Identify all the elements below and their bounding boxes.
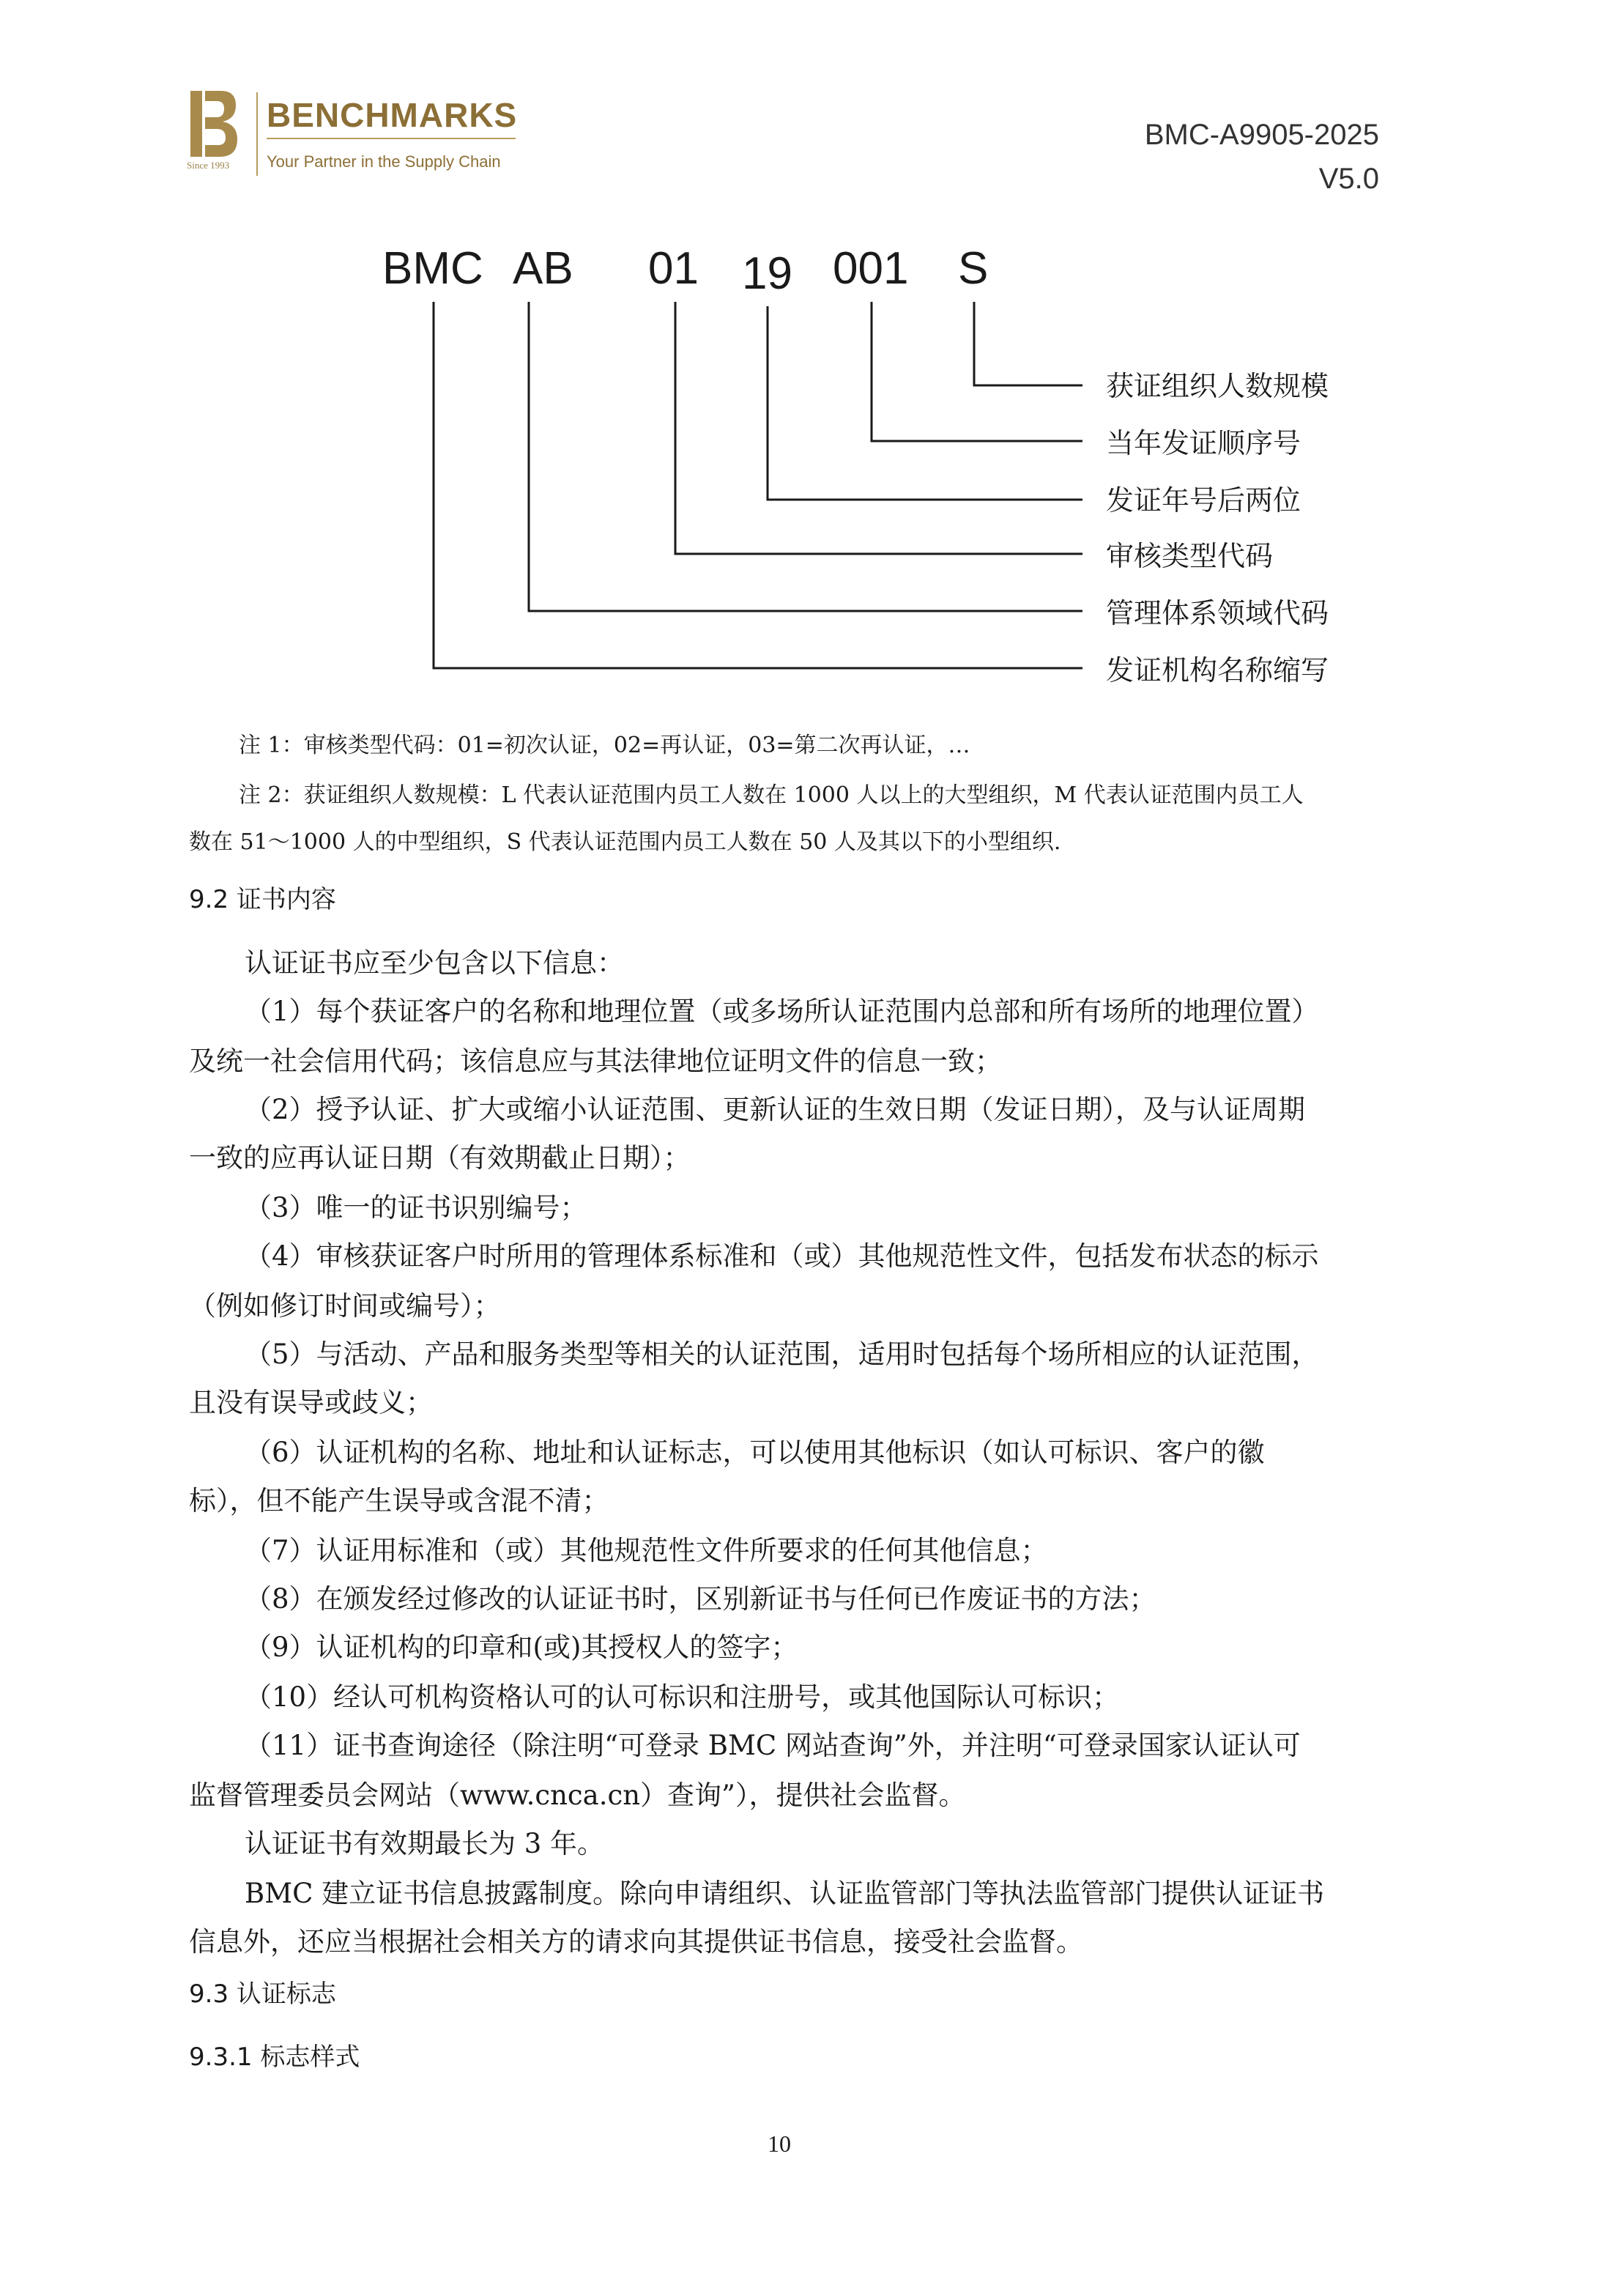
paragraph-line: （11）证书查询途径（除注明“可登录 BMC 网站查询”外，并注明“可登录国家认证认可 xyxy=(245,1730,1301,1761)
paragraph-line: （8）在颁发经过修改的认证证书时，区别新证书与任何已作废证书的方法； xyxy=(245,1583,1156,1615)
paragraph-line: 认证证书应至少包含以下信息： xyxy=(245,947,624,979)
label-issuer-abbrev: 发证机构名称缩写 xyxy=(1106,654,1329,686)
code-segment-ab: AB xyxy=(513,243,573,294)
note-2-line-2: 数在 51～1000 人的中型组织，S 代表认证范围内员工人数在 50 人及其以下的小型组织. xyxy=(189,829,1061,855)
paragraph-line: （7）认证用标准和（或）其他规范性文件所要求的任何其他信息； xyxy=(245,1535,1048,1566)
connector-001 xyxy=(872,302,1082,441)
paragraph-line: （3）唯一的证书识别编号； xyxy=(245,1192,587,1223)
brand-tagline: Your Partner in the Supply Chain xyxy=(267,152,501,171)
page-number: 10 xyxy=(768,2130,791,2157)
paragraph-line: 监督管理委员会网站（www.cnca.cn）查询”），提供社会监督。 xyxy=(189,1780,966,1811)
connector-ab xyxy=(529,302,1082,611)
connector-bmc xyxy=(434,302,1082,668)
certificate-number-diagram xyxy=(0,0,1623,703)
paragraph-line: （例如修订时间或编号）； xyxy=(189,1290,501,1322)
code-segment-bmc: BMC xyxy=(382,243,483,294)
label-serial-number: 当年发证顺序号 xyxy=(1106,427,1301,459)
document-version: V5.0 xyxy=(1318,163,1379,195)
code-segment-01: 01 xyxy=(648,243,699,294)
paragraph-line: （4）审核获证客户时所用的管理体系标准和（或）其他规范性文件，包括发布状态的标示 xyxy=(245,1240,1319,1272)
code-segment-s: S xyxy=(958,243,989,294)
code-segment-001: 001 xyxy=(833,243,909,294)
section-heading-9-2: 9.2 证书内容 xyxy=(189,885,336,914)
connector-01 xyxy=(675,302,1082,554)
paragraph-line: 标），但不能产生误导或含混不清； xyxy=(189,1485,609,1517)
connector-s xyxy=(974,302,1082,385)
paragraph-line: BMC 建立证书信息披露制度。除向申请组织、认证监管部门等执法监管部门提供认证证书 xyxy=(245,1878,1325,1909)
note-1: 注 1：审核类型代码：01=初次认证，02=再认证，03=第二次再认证，… xyxy=(239,733,970,758)
document-code: BMC-A9905-2025 xyxy=(1144,119,1379,151)
paragraph-line: 及统一社会信用代码；该信息应与其法律地位证明文件的信息一致； xyxy=(189,1045,1002,1077)
paragraph-line: （1）每个获证客户的名称和地理位置（或多场所认证范围内总部和所有场所的地理位置） xyxy=(245,996,1319,1027)
section-heading-9-3-1: 9.3.1 标志样式 xyxy=(189,2043,360,2072)
paragraph-line: 认证证书有效期最长为 3 年。 xyxy=(245,1828,605,1859)
brand-name: BENCHMARKS xyxy=(267,96,518,134)
label-year-digits: 发证年号后两位 xyxy=(1106,484,1301,516)
section-heading-9-3: 9.3 认证标志 xyxy=(189,1980,336,2009)
paragraph-line: （10）经认可机构资格认可的认可标识和注册号，或其他国际认可标识； xyxy=(245,1681,1120,1713)
label-system-field: 管理体系领域代码 xyxy=(1106,597,1329,629)
paragraph-line: （2）授予认证、扩大或缩小认证范围、更新认证的生效日期（发证日期），及与认证周期 xyxy=(245,1094,1306,1125)
label-org-size: 获证组织人数规模 xyxy=(1106,370,1329,402)
label-audit-type: 审核类型代码 xyxy=(1106,540,1274,572)
code-segment-19: 19 xyxy=(742,248,792,299)
logo-since: Since 1993 xyxy=(187,160,230,171)
note-2-line-1: 注 2：获证组织人数规模：L 代表认证范围内员工人数在 1000 人以上的大型组织，M 代表认证范围内员工人 xyxy=(239,782,1304,808)
connector-19 xyxy=(768,306,1082,500)
paragraph-line: （5）与活动、产品和服务类型等相关的认证范围，适用时包括每个场所相应的认证范围， xyxy=(245,1338,1319,1370)
paragraph-line: （6）认证机构的名称、地址和认证标志，可以使用其他标识（如认可标识、客户的徽 xyxy=(245,1437,1265,1468)
paragraph-line: 一致的应再认证日期（有效期截止日期）； xyxy=(189,1142,691,1174)
paragraph-line: （9）认证机构的印章和(或)其授权人的签字； xyxy=(245,1632,798,1663)
paragraph-line: 且没有误导或歧义； xyxy=(189,1387,433,1418)
paragraph-line: 信息外，还应当根据社会相关方的请求向其提供证书信息，接受社会监督。 xyxy=(189,1926,1083,1958)
